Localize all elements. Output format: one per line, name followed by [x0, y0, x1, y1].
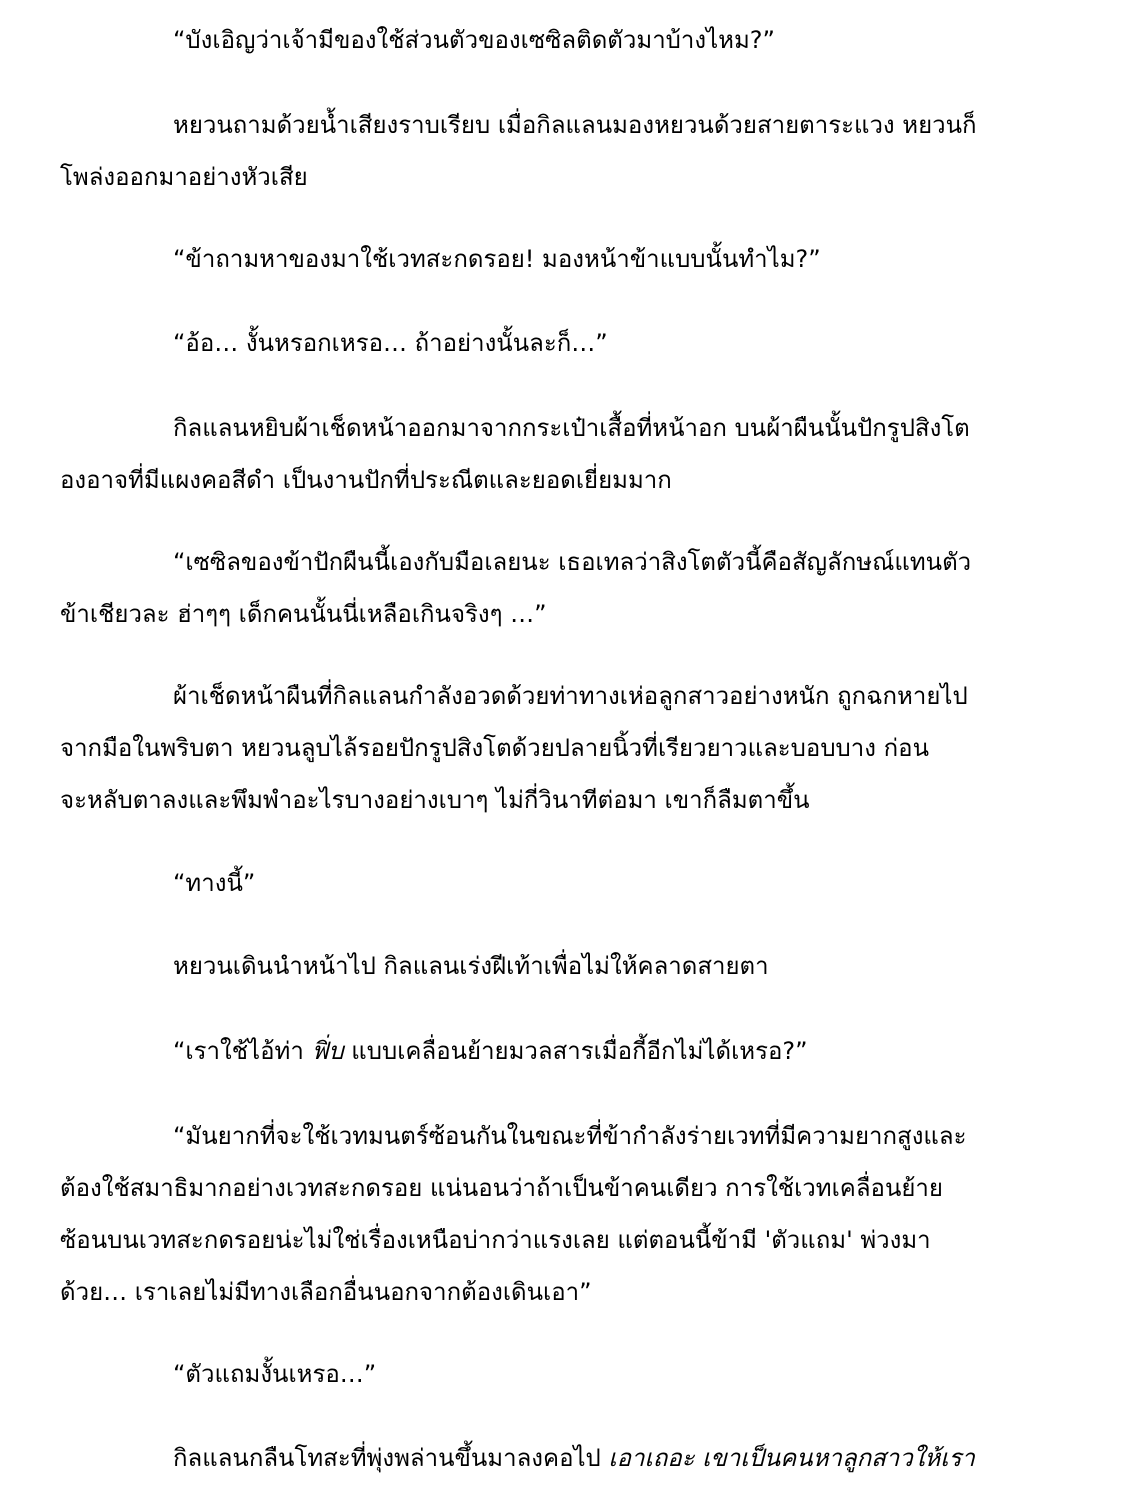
paragraph-9	[60, 940, 1080, 992]
paragraph-7	[60, 670, 1080, 826]
italic-thought: เอาเถอะ เขาเป็นคนหาลูกสาวให้เรา	[608, 1444, 975, 1472]
paragraph-line: “มันยากที่จะใช้เวทมนตร์ซ้อนกันในขณะที่ข้ากำลังร่ายเวทที่มีความยากสูงและ	[173, 1122, 967, 1150]
paragraph-line: จากมือในพริบตา หยวนลูบไล้รอยปักรูปสิงโตด้วยปลายนิ้วที่เรียวยาวและบอบบาง ก่อน	[60, 734, 929, 762]
text-segment: แบบเคลื่อนย้ายมวลสารเมื่อกี้อีกไม่ได้เหรอ?”	[343, 1037, 808, 1065]
paragraph-1	[60, 14, 1080, 66]
paragraph-10	[60, 1025, 1080, 1077]
paragraph-12	[60, 1348, 1080, 1400]
paragraph-line	[60, 1025, 1080, 1077]
paragraph-line: โพล่งออกมาอย่างหัวเสีย	[60, 163, 308, 191]
paragraph-6	[60, 536, 1080, 640]
paragraph-line: “ตัวแถมงั้นเหรอ…”	[173, 1360, 377, 1388]
paragraph-line: ต้องใช้สมาธิมากอย่างเวทสะกดรอย แน่นอนว่าถ้าเป็นข้าคนเดียว การใช้เวทเคลื่อนย้าย	[60, 1174, 943, 1202]
paragraph-13	[60, 1432, 1080, 1484]
paragraph-line: หยวนถามด้วยน้ำเสียงราบเรียบ เมื่อกิลแลนมองหยวนด้วยสายตาระแวง หยวนก็	[173, 111, 977, 139]
paragraph-line: กิลแลนหยิบผ้าเช็ดหน้าออกมาจากกระเป๋าเสื้อที่หน้าอก บนผ้าผืนนั้นปักรูปสิงโต	[173, 414, 970, 442]
paragraph-line: “ทางนี้”	[173, 869, 256, 897]
paragraph-line: ซ้อนบนเวทสะกดรอยน่ะไม่ใช่เรื่องเหนือบ่ากว่าแรงเลย แต่ตอนนี้ข้ามี 'ตัวแถม' พ่วงมา	[60, 1226, 931, 1254]
italic-term: ฟิ่บ	[311, 1037, 344, 1065]
text-segment: กิลแลนกลืนโทสะที่พุ่งพล่านขึ้นมาลงคอไป	[173, 1444, 609, 1472]
paragraph-11	[60, 1110, 1080, 1318]
paragraph-line	[60, 1432, 1080, 1484]
paragraph-line: ข้าเชียวละ ฮ่าๆๆ เด็กคนนั้นนี่เหลือเกินจริงๆ …”	[60, 600, 547, 628]
paragraph-8	[60, 857, 1080, 909]
paragraph-line: ด้วย… เราเลยไม่มีทางเลือกอื่นนอกจากต้องเดินเอา”	[60, 1278, 592, 1306]
paragraph-2	[60, 99, 1080, 203]
paragraph-line: “ข้าถามหาของมาใช้เวทสะกดรอย! มองหน้าข้าแบบนั้นทำไม?”	[173, 245, 821, 273]
paragraph-line: จะหลับตาลงและพึมพำอะไรบางอย่างเบาๆ ไม่กี่วินาทีต่อมา เขาก็ลืมตาขึ้น	[60, 786, 810, 814]
paragraph-line: ผ้าเช็ดหน้าผืนที่กิลแลนกำลังอวดด้วยท่าทางเห่อลูกสาวอย่างหนัก ถูกฉกหายไป	[173, 682, 968, 710]
paragraph-line: หยวนเดินนำหน้าไป กิลแลนเร่งฝีเท้าเพื่อไม่ให้คลาดสายตา	[173, 952, 769, 980]
paragraph-line: “บังเอิญว่าเจ้ามีของใช้ส่วนตัวของเซซิลติดตัวมาบ้างไหม?”	[173, 26, 775, 54]
paragraph-line: “อ้อ… งั้นหรอกเหรอ… ถ้าอย่างนั้นละก็…”	[173, 329, 608, 357]
paragraph-3	[60, 233, 1080, 285]
paragraph-line: องอาจที่มีแผงคอสีดำ เป็นงานปักที่ประณีตและยอดเยี่ยมมาก	[60, 466, 672, 494]
text-segment: “เราใช้ไอ้ท่า	[173, 1037, 312, 1065]
paragraph-line: “เซซิลของข้าปักผืนนี้เองกับมือเลยนะ เธอเทลว่าสิงโตตัวนี้คือสัญลักษณ์แทนตัว	[173, 548, 972, 576]
paragraph-4	[60, 317, 1080, 369]
paragraph-5	[60, 402, 1080, 506]
